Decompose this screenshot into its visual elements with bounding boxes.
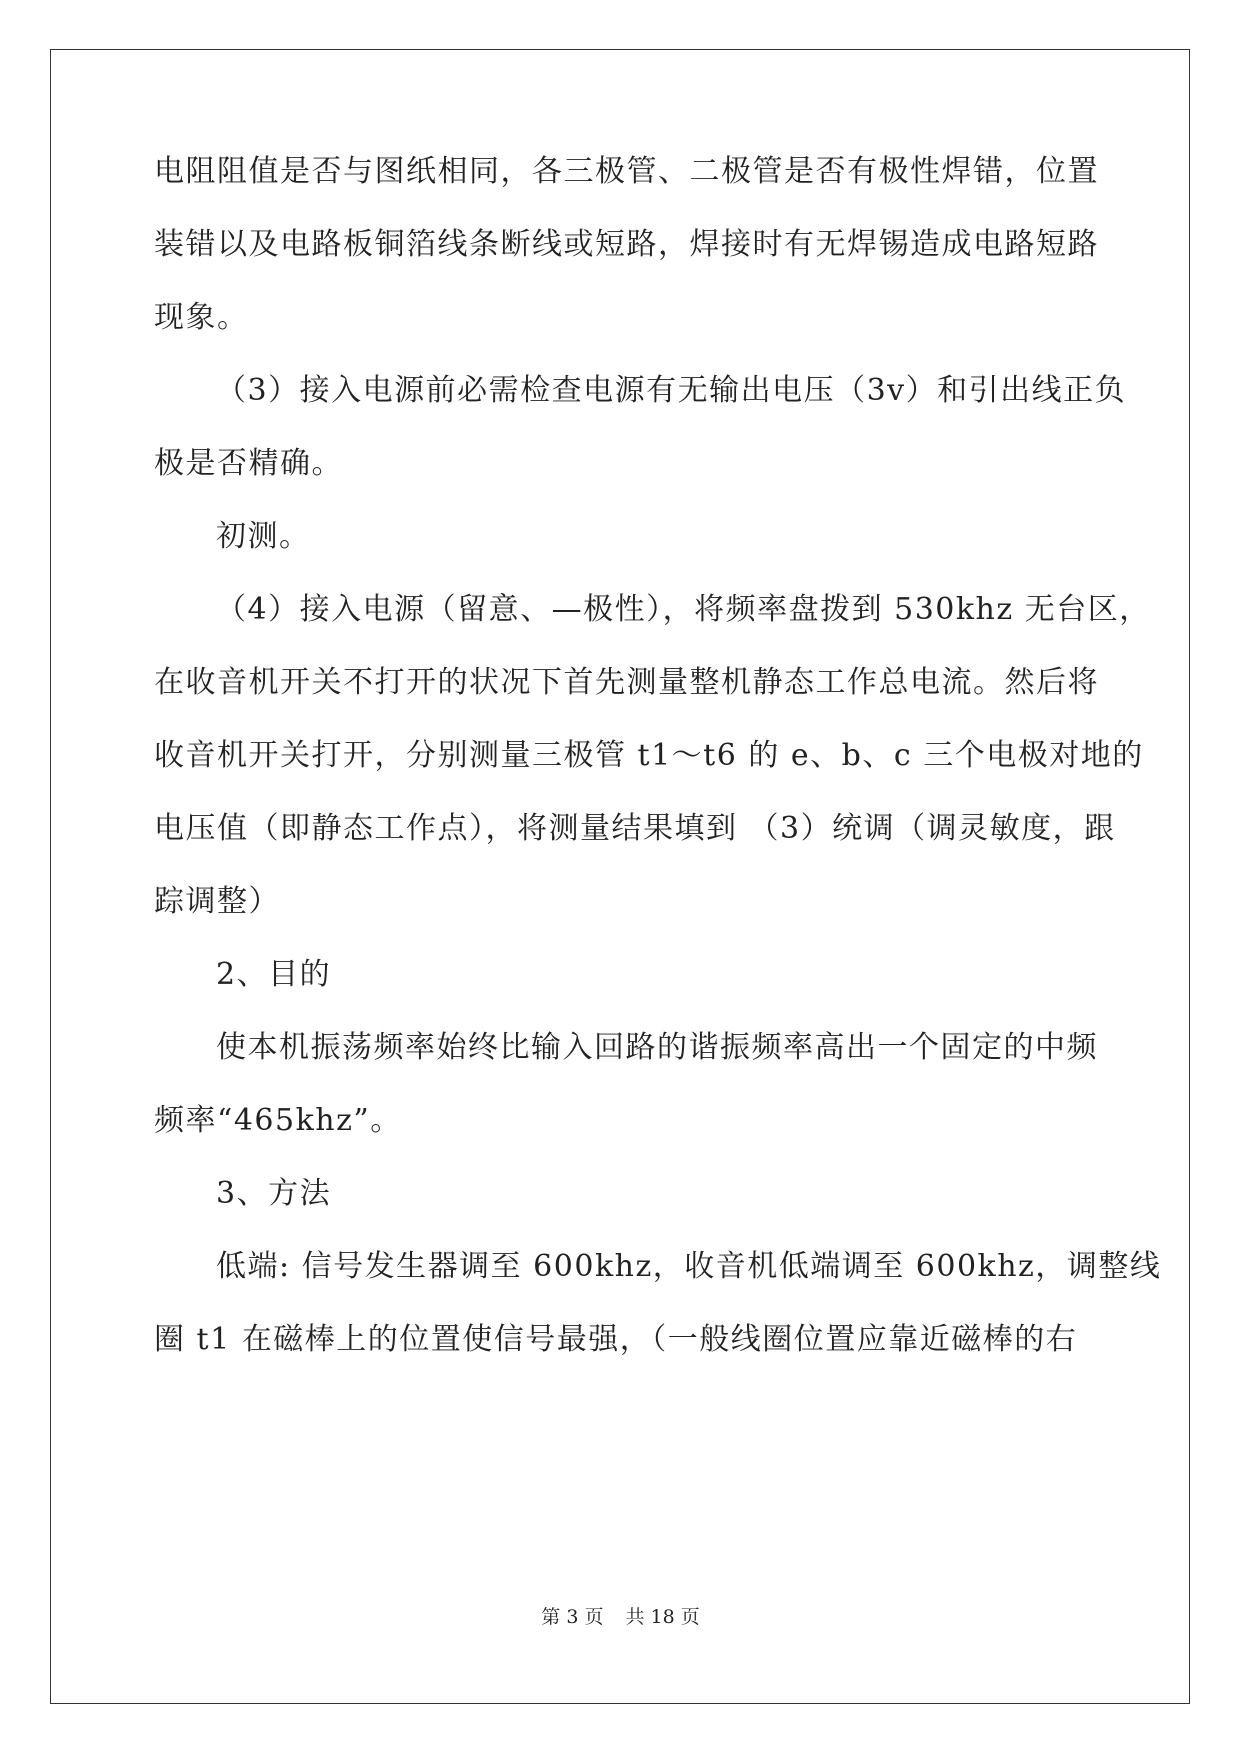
text-line: 初测。 — [216, 519, 311, 554]
section-heading: 3、方法 — [216, 1176, 332, 1211]
page-number: 第 3 页 — [541, 1606, 604, 1628]
text-line: 使本机振荡频率始终比输入回路的谐振频率高出一个固定的中频 — [216, 1030, 1098, 1065]
page-total: 共 18 页 — [625, 1606, 700, 1628]
text-line: 电阻阻值是否与图纸相同，各三极管、二极管是否有极性焊错，位置 — [154, 154, 1099, 189]
text-line: 极是否精确。 — [154, 446, 343, 481]
text-line: （3）接入电源前必需检查电源有无输出电压（3v）和引出线正负 — [216, 373, 1127, 408]
text-line: 圈 t1 在磁棒上的位置使信号最强，（一般线圈位置应靠近磁棒的右 — [154, 1322, 1078, 1357]
text-line: 收音机开关打开，分别测量三极管 t1～t6 的 e、b、c 三个电极对地的 — [154, 738, 1144, 773]
text-line: 踪调整） — [154, 884, 280, 919]
text-line: （4）接入电源（留意、—极性），将频率盘拨到 530khz 无台区， — [216, 592, 1151, 627]
page-footer — [0, 1605, 1241, 1629]
text-line: 电压值（即静态工作点），将测量结果填到 （3）统调（调灵敏度，跟 — [154, 811, 1116, 846]
text-line: 低端: 信号发生器调至 600khz，收音机低端调至 600khz，调整线 — [216, 1249, 1162, 1284]
text-line: 装错以及电路板铜箔线条断线或短路，焊接时有无焊锡造成电路短路 — [154, 227, 1099, 262]
text-line: 在收音机开关不打开的状况下首先测量整机静态工作总电流。然后将 — [154, 665, 1099, 700]
section-heading: 2、目的 — [216, 957, 332, 992]
text-line: 现象。 — [154, 300, 249, 335]
text-line: 频率“465khz”。 — [154, 1103, 402, 1138]
